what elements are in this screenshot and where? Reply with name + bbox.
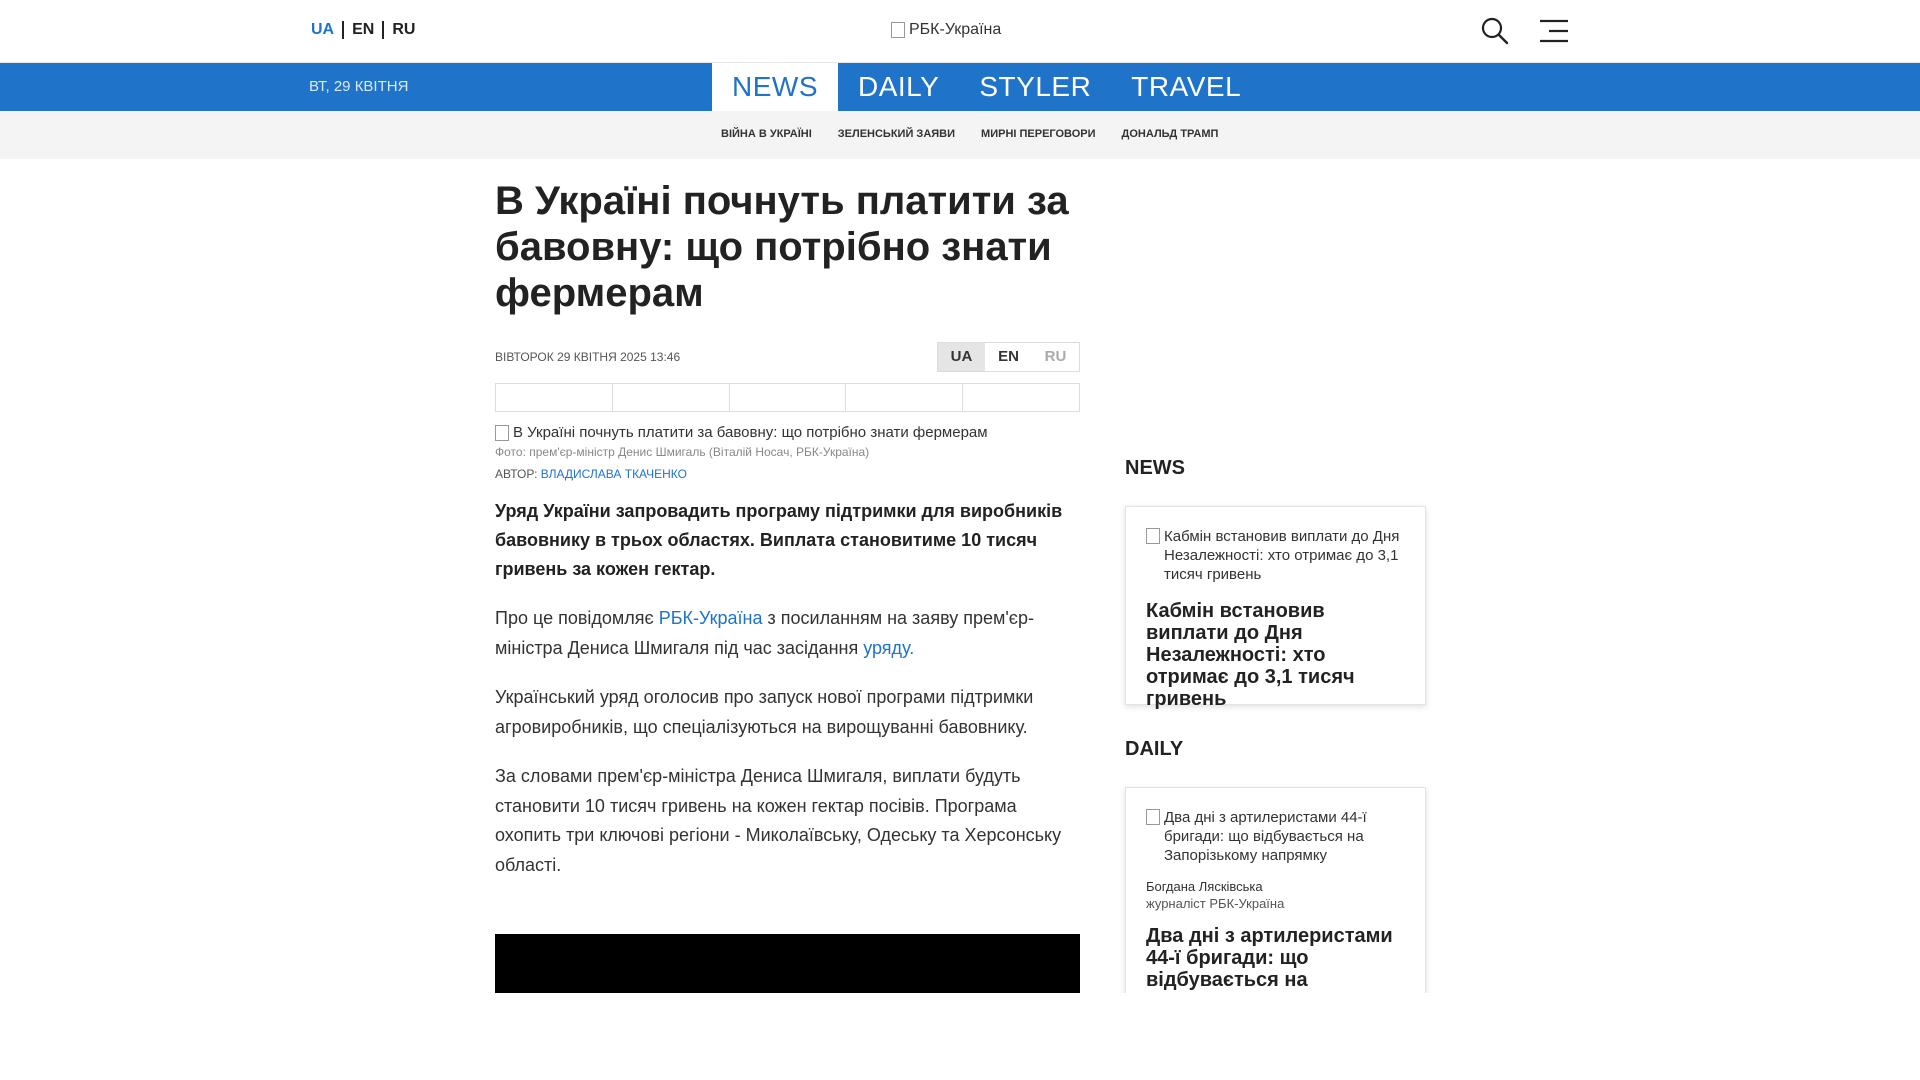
search-icon (1480, 16, 1510, 46)
main-navbar (0, 63, 1920, 111)
search-button[interactable] (1480, 16, 1510, 46)
news-card[interactable] (1125, 506, 1426, 710)
article-paragraph-3: За словами прем'єр-міністра Дениса Шмигаля, виплати будуть становити 10 тисяч гривень на кожен гектар посівів. Програма охопить три ключові регіони - Миколаївську, Одеську та Херсонську області. (495, 766, 1062, 875)
broken-image-icon (1146, 528, 1160, 544)
menu-button[interactable] (1539, 18, 1569, 44)
government-link[interactable]: уряду. (863, 637, 915, 658)
lang-ua-link[interactable]: UA (311, 21, 335, 38)
site-logo[interactable] (891, 21, 1001, 39)
daily-card[interactable] (1125, 787, 1426, 1007)
news-card-image-alt: Кабмін встановив виплати до Дня Незалежності: хто отримає до 3,1 тисяч гривень (1164, 528, 1400, 583)
lang-en-link[interactable]: EN (342, 21, 382, 39)
share-button-3[interactable] (729, 384, 846, 411)
top-header (0, 0, 1920, 63)
article-author (495, 467, 1080, 481)
daily-card-image (1146, 808, 1405, 865)
hamburger-menu-icon (1539, 18, 1569, 44)
daily-card-author: Богдана Лясківська (1146, 879, 1263, 894)
share-button-5[interactable] (962, 384, 1079, 411)
broken-image-icon (891, 22, 905, 38)
article-photo (495, 424, 1080, 441)
language-switcher (311, 21, 423, 39)
author-link[interactable]: ВЛАДИСЛАВА ТКАЧЕНКО (540, 467, 687, 481)
article-language-switch (937, 342, 1080, 372)
tab-daily[interactable]: DAILY (858, 71, 940, 102)
section-tabs (712, 63, 1261, 111)
news-card-headline[interactable]: Кабмін встановив виплати до Дня Незалежності: хто отримає до 3,1 тисяч гривень (1146, 600, 1355, 710)
article-title: В Україні почнуть платити за бавовну: що потрібно знати фермерам (495, 179, 1069, 315)
daily-card-headline[interactable]: Два дні з артилеристами 44-ї бригади: що відбувається на (1146, 925, 1393, 991)
tab-styler[interactable]: STYLER (979, 71, 1092, 102)
sidebar-news-title[interactable]: NEWS (1125, 457, 1185, 479)
tab-news[interactable]: NEWS (712, 63, 838, 111)
article-photo-alt: В Україні почнуть платити за бавовну: що потрібно знати фермерам (513, 424, 988, 441)
share-button-1[interactable] (496, 384, 612, 411)
author-label: АВТОР: (495, 467, 538, 481)
bottom-blank-area (0, 993, 1920, 1080)
subnav-item-peace-talks[interactable]: МИРНІ ПЕРЕГОВОРИ (981, 128, 1096, 140)
article-lead: Уряд України запровадить програму підтримки для виробників бавовнику в трьох областях. Виплата становитиме 10 тисяч гривень за кожен гектар. (495, 501, 1063, 579)
lang-ru-link[interactable]: RU (382, 21, 423, 39)
article-paragraph-2: Український уряд оголосив про запуск нової програми підтримки агровиробників, що спеціалізуються на вирощуванні бавовнику. (495, 687, 1034, 737)
article-lang-en[interactable]: EN (998, 348, 1019, 365)
article (495, 178, 1080, 880)
p1-text-b: з посиланням на заяву прем'єр-міністра Дениса Шмигаля під час засідання (495, 608, 1035, 658)
article-meta (495, 342, 1080, 372)
article-lang-ua[interactable]: UA (938, 343, 985, 371)
video-player[interactable] (495, 934, 1080, 993)
subnav-item-war[interactable]: ВІЙНА В УКРАЇНІ (721, 128, 812, 140)
broken-image-icon (1146, 809, 1160, 825)
current-date: ВТ, 29 КВІТНЯ (309, 78, 409, 95)
article-paragraph-1 (495, 604, 1080, 663)
sidebar-daily-title[interactable]: DAILY (1125, 738, 1184, 760)
subnav-item-zelensky[interactable]: ЗЕЛЕНСЬКИЙ ЗАЯВИ (837, 128, 956, 140)
p1-text-a: Про це повідомляє (495, 608, 659, 628)
logo-alt-text: РБК-Україна (909, 21, 1002, 38)
share-button-2[interactable] (612, 384, 729, 411)
article-lang-ru[interactable]: RU (1044, 348, 1067, 365)
broken-image-icon (495, 425, 509, 441)
subnav-item-trump[interactable]: ДОНАЛЬД ТРАМП (1121, 128, 1219, 140)
daily-card-image-alt: Два дні з артилеристами 44-ї бригади: що відбувається на Запорізькому напрямку (1164, 809, 1367, 864)
news-card-image (1146, 527, 1405, 584)
share-button-4[interactable] (845, 384, 962, 411)
share-buttons (495, 383, 1080, 412)
daily-card-author-role: журналіст РБК-Україна (1146, 896, 1285, 911)
rbc-ukraine-link[interactable]: РБК-Україна (658, 608, 763, 628)
article-date: ВІВТОРОК 29 КВІТНЯ 2025 13:46 (495, 350, 681, 364)
tab-travel[interactable]: TRAVEL (1131, 71, 1242, 102)
topic-subnav (0, 111, 1920, 159)
photo-caption: Фото: прем'єр-міністр Денис Шмигаль (Віталій Носач, РБК-Україна) (495, 445, 870, 459)
